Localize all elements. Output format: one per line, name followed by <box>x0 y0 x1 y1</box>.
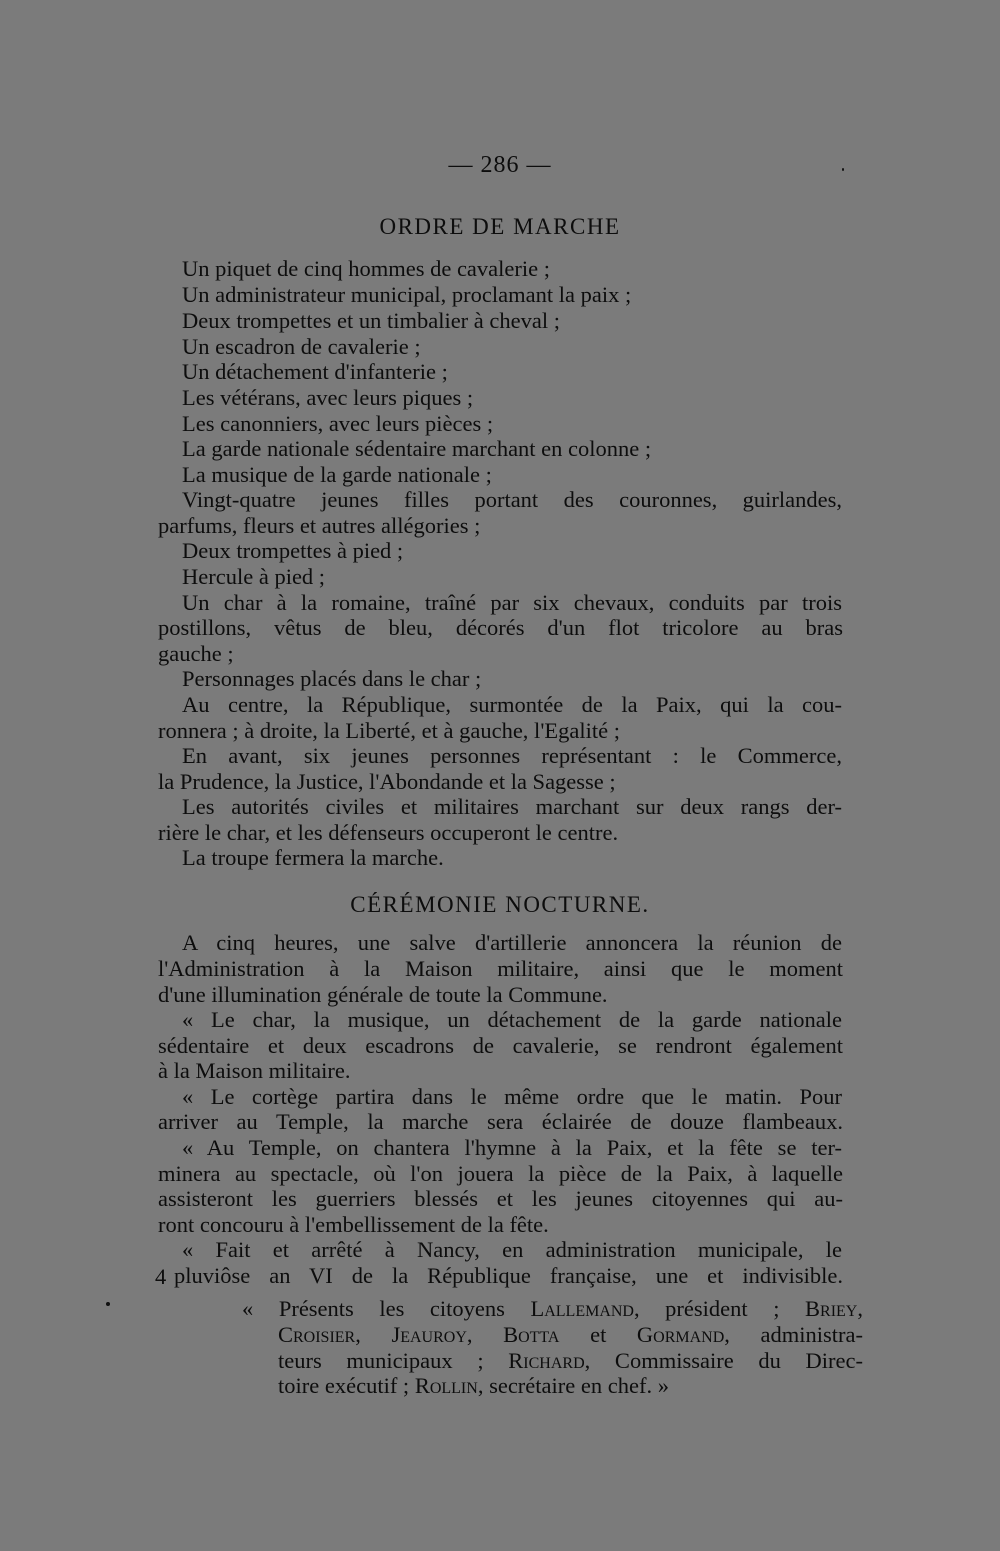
list-item: Les autorités civiles et militaires marchant sur deux rangs der- <box>182 794 842 819</box>
signature-text: teurs municipaux ; <box>278 1348 509 1373</box>
signatory-name: Briey, <box>805 1296 863 1321</box>
list-item: Vingt-quatre jeunes filles portant des couronnes, guirlandes, <box>182 487 842 512</box>
text-line: sédentaire et deux escadrons de cavalerie, se rendront également <box>158 1033 843 1058</box>
list-item: gauche ; <box>158 641 234 666</box>
signature-text: , <box>355 1322 392 1347</box>
list-item: Au centre, la République, surmontée de la Paix, qui la cou- <box>182 692 842 717</box>
text-line: « Le cortège partira dans le même ordre que le matin. Pour <box>182 1084 842 1109</box>
signatory-name: Botta <box>503 1322 560 1347</box>
text-line: pluviôse an VI de la République française, une et indivisible. <box>174 1263 843 1288</box>
list-item: rière le char, et les défenseurs occuperont le centre. <box>158 820 619 845</box>
list-item: Les canonniers, avec leurs pièces ; <box>182 411 494 436</box>
list-item: Un piquet de cinq hommes de cavalerie ; <box>182 256 550 281</box>
signature-text: toire exécutif ; <box>278 1373 415 1398</box>
signatory-name: Gormand <box>636 1322 725 1347</box>
text-line: d'une illumination générale de toute la Commune. <box>158 982 608 1007</box>
signature-text: , président ; <box>633 1296 806 1321</box>
list-item: La troupe fermera la marche. <box>182 845 444 870</box>
margin-number: 4 <box>155 1264 167 1289</box>
text-line: minera au spectacle, où l'on jouera la pièce de la Paix, à laquelle <box>158 1161 843 1186</box>
list-item: la Prudence, la Justice, l'Abondande et la Sagesse ; <box>158 769 616 794</box>
signature-text: , secrétaire en chef. » <box>477 1373 669 1398</box>
page-number: — 286 — <box>448 152 552 178</box>
text-line: arriver au Temple, la marche sera éclairée de douze flambeaux. <box>158 1109 843 1134</box>
signature-text: , administra- <box>724 1322 863 1347</box>
signatory-name: Rollin <box>414 1373 478 1398</box>
signature-text: , <box>466 1322 504 1347</box>
list-item: En avant, six jeunes personnes représentant : le Commerce, <box>182 743 842 768</box>
text-line: « Le char, la musique, un détachement de la garde nationale <box>182 1007 842 1032</box>
list-item: Un escadron de cavalerie ; <box>182 334 421 359</box>
signatory-name: Lallemand <box>530 1296 634 1321</box>
text-line: assisteront les guerriers blessés et les jeunes citoyennes qui au- <box>158 1186 843 1211</box>
list-item: ronnera ; à droite, la Liberté, et à gauche, l'Egalité ; <box>158 718 620 743</box>
signature-line-3 <box>278 1348 863 1374</box>
section-title-ceremonie: CÉRÉMONIE NOCTURNE. <box>350 892 650 917</box>
list-item: La garde nationale sédentaire marchant en colonne ; <box>182 436 652 461</box>
signature-text: « Présents les citoyens <box>242 1296 531 1321</box>
signature-line-1 <box>242 1296 863 1322</box>
signatory-name: Jeauroy <box>391 1322 467 1347</box>
text-line: « Au Temple, on chantera l'hymne à la Paix, et la fête se ter- <box>182 1135 842 1160</box>
speck-mark <box>842 168 844 171</box>
text-line: A cinq heures, une salve d'artillerie annoncera la réunion de <box>182 930 842 955</box>
list-item: Deux trompettes à pied ; <box>182 538 404 563</box>
speck-mark <box>106 1302 110 1306</box>
signature-line-2 <box>278 1322 863 1348</box>
signatory-name: Croisier <box>278 1322 356 1347</box>
text-line: ront concouru à l'embellissement de la fête. <box>158 1212 549 1237</box>
list-item: Un administrateur municipal, proclamant la paix ; <box>182 282 632 307</box>
signature-text: et <box>559 1322 637 1347</box>
text-line: à la Maison militaire. <box>158 1058 351 1083</box>
text-line: « Fait et arrêté à Nancy, en administration municipale, le <box>182 1237 842 1262</box>
signature-line-4 <box>278 1373 669 1399</box>
list-item: parfums, fleurs et autres allégories ; <box>158 513 481 538</box>
section-title-ordre: ORDRE DE MARCHE <box>379 214 621 239</box>
list-item: Un détachement d'infanterie ; <box>182 359 448 384</box>
list-item: postillons, vêtus de bleu, décorés d'un flot tricolore au bras <box>158 615 843 640</box>
list-item: Deux trompettes et un timbalier à cheval ; <box>182 308 560 333</box>
signature-text: , Commissaire du Direc- <box>584 1348 864 1373</box>
list-item: Hercule à pied ; <box>182 564 326 589</box>
list-item: Personnages placés dans le char ; <box>182 666 482 691</box>
text-line: l'Administration à la Maison militaire, ainsi que le moment <box>158 956 843 981</box>
signatory-name: Richard <box>508 1348 585 1373</box>
list-item: Les vétérans, avec leurs piques ; <box>182 385 474 410</box>
list-item: La musique de la garde nationale ; <box>182 462 492 487</box>
list-item: Un char à la romaine, traîné par six chevaux, conduits par trois <box>182 590 842 615</box>
